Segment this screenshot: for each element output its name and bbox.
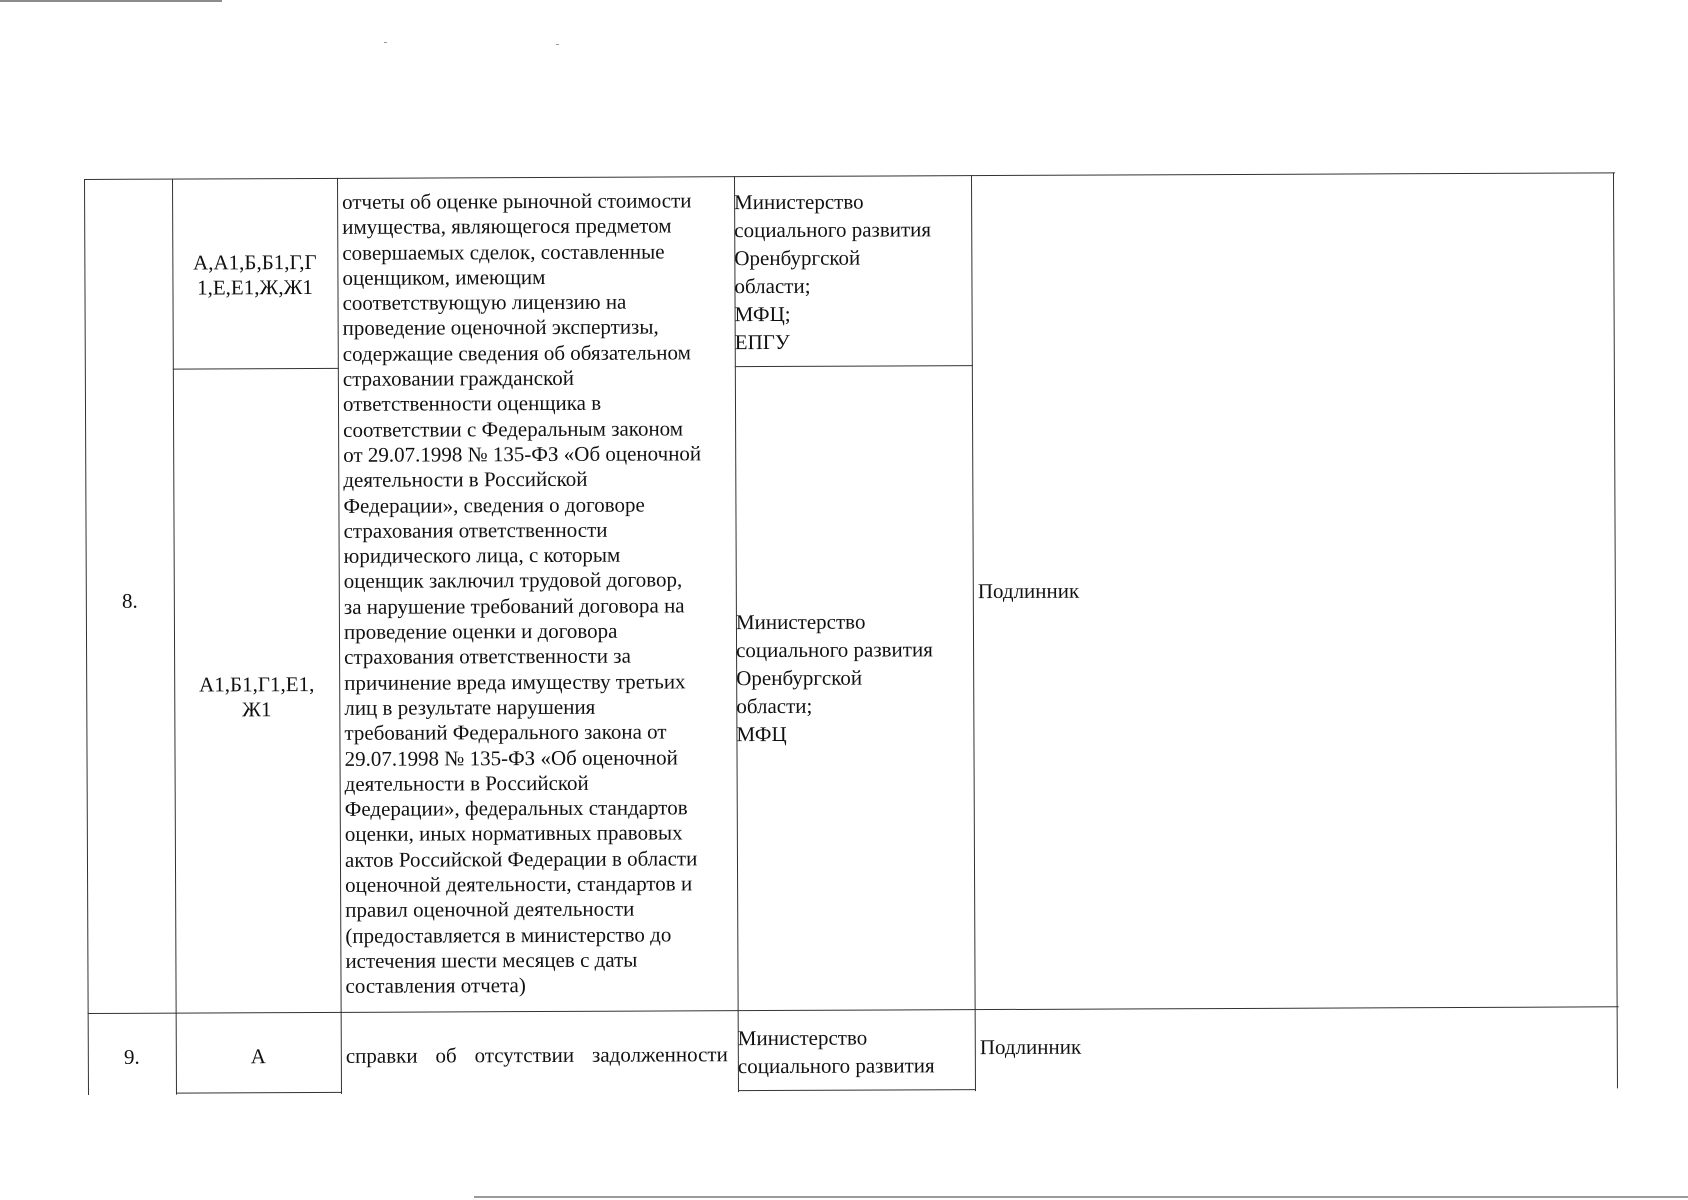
issuer-line: Министерство xyxy=(735,609,866,635)
issuer-line: области; xyxy=(736,693,813,719)
codes-cell-8b xyxy=(174,672,339,723)
issuer-line: ЕПГУ xyxy=(734,329,790,355)
description-line: оценщик заключил трудовой договор, xyxy=(343,567,683,594)
issuer-cell-8b xyxy=(736,607,973,748)
issuer-line: Министерство xyxy=(737,1025,868,1051)
table-right-border xyxy=(1613,172,1618,1088)
scan-speck xyxy=(384,42,387,43)
codes-line: Ж1 xyxy=(242,697,272,722)
description-line: совершаемых сделок, составленные xyxy=(342,239,665,265)
description-line: страхования ответственности xyxy=(343,517,608,543)
description-line: истечения шести месяцев с даты xyxy=(345,947,638,973)
form-cell-8: Подлинник xyxy=(977,578,1080,604)
issuer-line: Оренбургской xyxy=(736,665,863,691)
codes-line: А,А1,Б,Б1,Г,Г xyxy=(193,249,317,275)
description-line: имущества, являющегося предметом xyxy=(342,213,672,240)
description-cell-8 xyxy=(342,188,736,999)
description-line: страхования ответственности за xyxy=(344,643,631,670)
codes-line: 1,Е,Е1,Ж,Ж1 xyxy=(197,275,313,300)
description-line: деятельности в Российской xyxy=(344,770,589,796)
description-line: оценки, иных нормативных правовых xyxy=(344,820,683,847)
description-line: оценщиком, имеющим xyxy=(342,264,546,290)
scan-bottom-line xyxy=(474,1196,1688,1198)
codes-cell-9 xyxy=(176,1044,341,1070)
codes-line: А xyxy=(250,1044,266,1069)
row9-issuer-bottom xyxy=(738,1089,976,1091)
description-line: требований Федерального закона от xyxy=(344,719,667,746)
description-line: от 29.07.1998 № 135-ФЗ «Об оценочной xyxy=(343,441,702,467)
row-divider-8-9 xyxy=(88,1006,1619,1014)
col-divider-2 xyxy=(337,178,342,1094)
description-line: ответственности оценщика в xyxy=(342,391,602,417)
description-line: за нарушение требований договора на xyxy=(343,593,685,619)
issuer-line: МФЦ; xyxy=(734,301,791,327)
description-line: страховании гражданской xyxy=(342,365,575,391)
issuer-line: Оренбургской xyxy=(734,245,861,271)
description-line: причинение вреда имуществу третьих xyxy=(344,669,686,695)
issuer-line: области; xyxy=(734,273,811,299)
description-line: юридического лица, с которым xyxy=(343,542,621,569)
description-line: Федерации», федеральных стандартов xyxy=(344,795,688,821)
description-line: проведение оценочной экспертизы, xyxy=(342,314,659,341)
description-line: актов Российской Федерации в области xyxy=(344,846,698,872)
description-line: 29.07.1998 № 135-ФЗ «Об оценочной xyxy=(344,744,678,771)
codes-cell-8a xyxy=(172,250,337,301)
codes-line: А1,Б1,Г1,Е1, xyxy=(199,672,315,697)
issuer-line: Министерство xyxy=(734,189,864,215)
issuer-line: социального развития xyxy=(736,637,933,663)
description-line: отчеты об оценке рыночной стоимости xyxy=(342,188,692,214)
scan-speck xyxy=(556,44,559,45)
description-line: (предоставляется в министерство до xyxy=(345,922,672,948)
description-line: соответствующую лицензию на xyxy=(342,289,627,316)
description-cell-9 xyxy=(346,1042,728,1069)
col-divider-1 xyxy=(172,179,177,1095)
issuer-cell-8a xyxy=(734,187,971,356)
scan-edge-line xyxy=(0,0,222,2)
row-number-8: 8. xyxy=(121,588,138,613)
issuer-cell-9 xyxy=(738,1023,974,1080)
description-line: содержащие сведения об обязательном xyxy=(342,340,691,366)
issuer-line: МФЦ xyxy=(736,721,787,747)
description-line: правил оценочной деятельности xyxy=(345,896,635,923)
row9-codes-bottom xyxy=(176,1092,342,1094)
subrow-divider-issuer xyxy=(735,365,973,367)
table-left-border xyxy=(84,179,89,1095)
form-cell-9: Подлинник xyxy=(979,1034,1082,1060)
description-line: Федерации», сведения о договоре xyxy=(343,492,645,518)
description-line: лиц в результате нарушения xyxy=(344,694,596,720)
description-line: оценочной деятельности, стандартов и xyxy=(345,871,693,897)
table-top-border xyxy=(84,172,1615,180)
issuer-line: социального развития xyxy=(734,217,932,243)
description-line: деятельности в Российской xyxy=(343,467,588,493)
description-line: справки об отсутствии задолженности xyxy=(345,1042,728,1068)
description-line: проведение оценки и договора xyxy=(343,618,618,644)
issuer-line: социального развития xyxy=(737,1053,935,1079)
subrow-divider-codes xyxy=(173,368,339,370)
description-line: составления отчета) xyxy=(345,973,526,999)
row-number-9: 9. xyxy=(123,1044,140,1069)
description-line: соответствии с Федеральным законом xyxy=(343,416,684,442)
documents-table xyxy=(84,172,1619,1095)
